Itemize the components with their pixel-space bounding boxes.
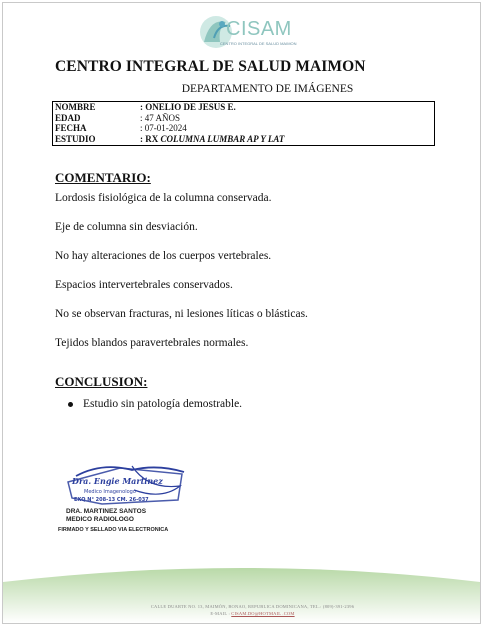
stamp-line2: Medico Imagenologo <box>84 489 136 495</box>
info-value: : ONELIO DE JESUS E. <box>140 102 236 112</box>
info-label: EDAD <box>55 112 81 123</box>
info-value: : 47 AÑOS <box>140 112 181 123</box>
signer-role: MEDICO RADIOLOGO <box>66 516 134 523</box>
info-row-age <box>55 113 434 124</box>
signer-block <box>66 508 146 524</box>
comment-line: Espacios intervertebrales conservados. <box>55 279 233 291</box>
stamp-line1: Dra. Engie Martinez <box>72 476 163 486</box>
study-prefix: : RX <box>140 133 161 144</box>
footer-email <box>0 611 485 616</box>
comment-line: No se observan fracturas, ni lesiones líticas o blásticas. <box>55 308 308 320</box>
footer-address: CALLE DUARTE NO. 13, MAIMÓN, BONAO, REPUBLICA DOMINICANA, TEL.: (809)-391-2396 <box>150 604 355 609</box>
info-label: NOMBRE <box>55 102 96 112</box>
info-label: ESTUDIO <box>55 133 96 144</box>
stamp-line3: EXQ N° 208-13 CM. 26-037 <box>74 497 149 503</box>
logo-subtitle: CENTRO INTEGRAL DE SALUD MAIMON <box>220 41 297 46</box>
study-name: COLUMNA LUMBAR AP Y LAT <box>160 133 285 144</box>
email-link[interactable]: CISAM.DO@HOTMAIL .COM <box>231 611 295 616</box>
info-value: : 07-01-2024 <box>140 123 187 133</box>
comment-line: Eje de columna sin desviación. <box>55 221 198 233</box>
conclusion-text: Estudio sin patología demostrable. <box>83 398 243 410</box>
bullet-icon <box>68 402 73 407</box>
patient-info-box <box>52 101 435 146</box>
comment-heading: COMENTARIO: <box>55 170 151 185</box>
info-value <box>140 134 284 145</box>
signature-stamp-icon <box>62 460 190 508</box>
logo-name: CISAM <box>226 18 292 40</box>
info-row-study <box>55 134 434 145</box>
department-title: DEPARTAMENTO DE IMÁGENES <box>181 83 354 95</box>
email-label: E-MAIL : <box>210 611 232 616</box>
comment-line: Tejidos blandos paravertebrales normales. <box>55 337 249 349</box>
comment-line: Lordosis fisiológica de la columna conservada. <box>55 192 272 204</box>
conclusion-item <box>68 398 242 410</box>
comment-line: No hay alteraciones de los cuerpos vertebrales. <box>55 250 272 262</box>
info-row-name <box>55 102 434 113</box>
conclusion-heading: CONCLUSION: <box>55 374 148 389</box>
info-label: FECHA <box>55 123 87 133</box>
info-row-date <box>55 123 434 134</box>
org-title: CENTRO INTEGRAL DE SALUD MAIMON <box>55 58 366 75</box>
signature-note: FIRMADO Y SELLADO VIA ELECTRONICA <box>58 527 169 533</box>
signer-name: DRA. MARTINEZ SANTOS <box>66 508 147 515</box>
